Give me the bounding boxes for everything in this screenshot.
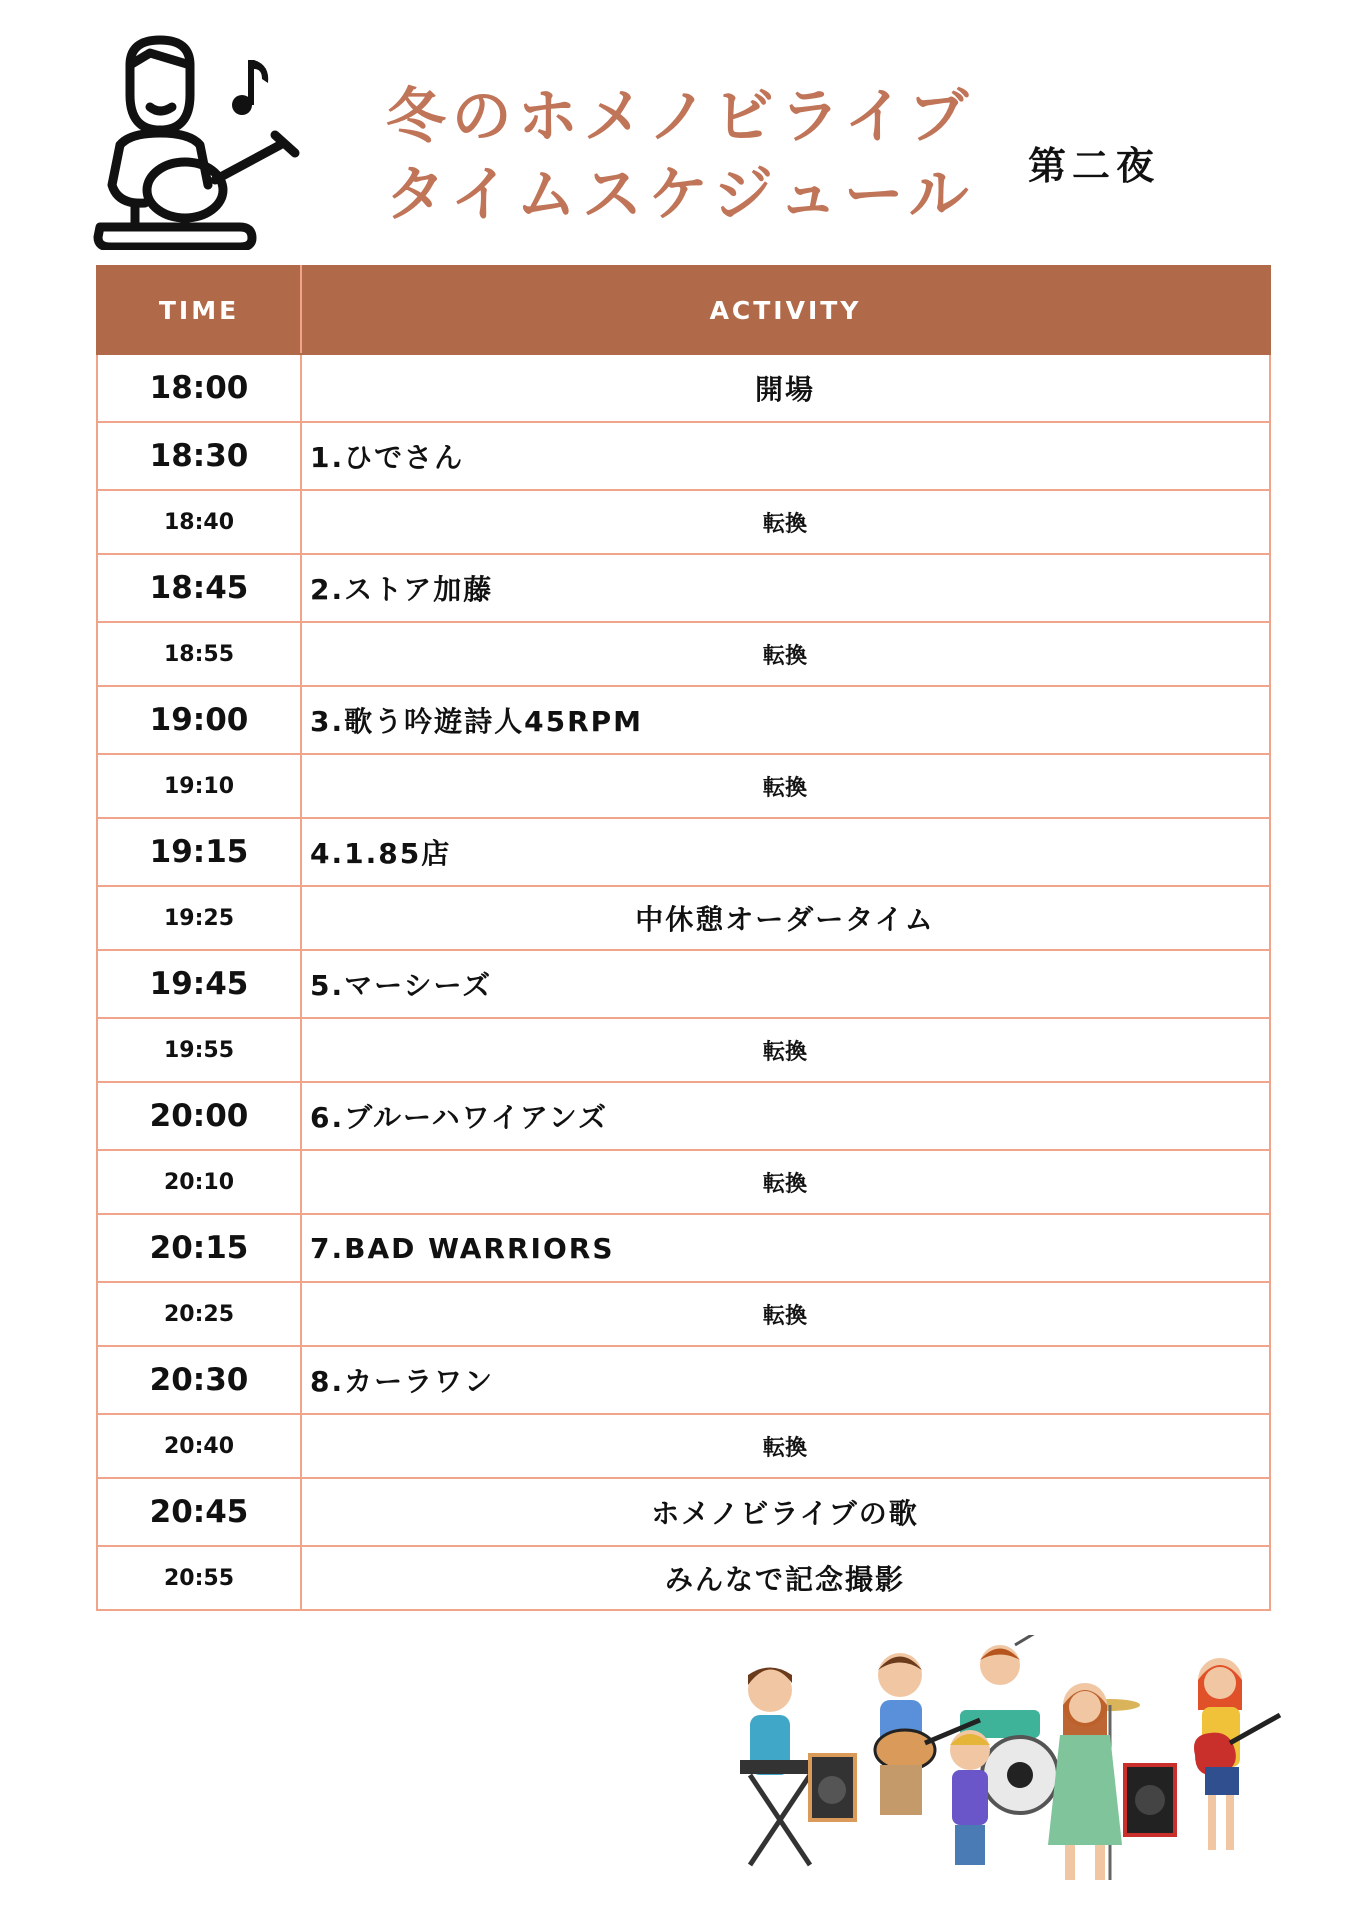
row-activity: 3.歌う吟遊詩人45RPM bbox=[301, 686, 1270, 754]
title-line-1: 冬のホメノビライブ bbox=[385, 82, 975, 152]
activity-column-header: ACTIVITY bbox=[301, 266, 1270, 354]
row-activity: 1.ひでさん bbox=[301, 422, 1270, 490]
table-row bbox=[97, 1082, 1270, 1150]
row-activity: 中休憩オーダータイム bbox=[301, 886, 1270, 950]
row-activity: 転換 bbox=[301, 754, 1270, 818]
table-row bbox=[97, 818, 1270, 886]
row-time: 20:25 bbox=[97, 1282, 301, 1346]
row-activity: 4.1.85店 bbox=[301, 818, 1270, 886]
table-row bbox=[97, 1546, 1270, 1610]
table-row bbox=[97, 1150, 1270, 1214]
keyboard-player bbox=[740, 1668, 855, 1866]
row-time: 19:00 bbox=[97, 686, 301, 754]
row-time: 18:55 bbox=[97, 622, 301, 686]
table-row bbox=[97, 1346, 1270, 1414]
row-time: 20:40 bbox=[97, 1414, 301, 1478]
table-row bbox=[97, 1214, 1270, 1282]
row-activity: 転換 bbox=[301, 1414, 1270, 1478]
time-column-header: TIME bbox=[97, 266, 301, 354]
row-activity: みんなで記念撮影 bbox=[301, 1546, 1270, 1610]
table-row bbox=[97, 554, 1270, 622]
schedule-table bbox=[96, 265, 1271, 1611]
row-time: 19:25 bbox=[97, 886, 301, 950]
row-time: 20:15 bbox=[97, 1214, 301, 1282]
table-row bbox=[97, 686, 1270, 754]
row-time: 19:15 bbox=[97, 818, 301, 886]
row-time: 19:10 bbox=[97, 754, 301, 818]
table-row bbox=[97, 422, 1270, 490]
row-time: 18:45 bbox=[97, 554, 301, 622]
row-time: 20:45 bbox=[97, 1478, 301, 1546]
row-time: 20:10 bbox=[97, 1150, 301, 1214]
row-activity: 転換 bbox=[301, 1150, 1270, 1214]
table-row bbox=[97, 950, 1270, 1018]
row-time: 20:55 bbox=[97, 1546, 301, 1610]
guitarist-icon bbox=[90, 35, 310, 250]
row-activity: ホメノビライブの歌 bbox=[301, 1478, 1270, 1546]
table-row bbox=[97, 354, 1270, 422]
page-title bbox=[380, 78, 980, 234]
row-activity: 転換 bbox=[301, 622, 1270, 686]
row-time: 18:30 bbox=[97, 422, 301, 490]
electric-guitar-player bbox=[1194, 1658, 1280, 1850]
table-row bbox=[97, 1018, 1270, 1082]
amplifier bbox=[1125, 1765, 1175, 1835]
row-activity: 2.ストア加藤 bbox=[301, 554, 1270, 622]
kids-band-illustration bbox=[730, 1635, 1285, 1905]
table-row bbox=[97, 754, 1270, 818]
row-time: 19:45 bbox=[97, 950, 301, 1018]
row-activity: 転換 bbox=[301, 1282, 1270, 1346]
night-label: 第二夜 bbox=[1028, 144, 1161, 188]
table-row bbox=[97, 1282, 1270, 1346]
row-activity: 転換 bbox=[301, 490, 1270, 554]
table-header-row bbox=[97, 266, 1270, 354]
drummer bbox=[980, 1635, 1040, 1685]
singer-boy bbox=[950, 1730, 990, 1865]
row-activity: 6.ブルーハワイアンズ bbox=[301, 1082, 1270, 1150]
row-activity: 7.BAD WARRIORS bbox=[301, 1214, 1270, 1282]
row-time: 18:40 bbox=[97, 490, 301, 554]
title-line-2: タイムスケジュール bbox=[385, 160, 975, 230]
row-activity: 開場 bbox=[301, 354, 1270, 422]
table-row bbox=[97, 622, 1270, 686]
row-time: 20:30 bbox=[97, 1346, 301, 1414]
row-activity: 転換 bbox=[301, 1018, 1270, 1082]
table-row bbox=[97, 1478, 1270, 1546]
row-time: 19:55 bbox=[97, 1018, 301, 1082]
row-activity: 8.カーラワン bbox=[301, 1346, 1270, 1414]
row-activity: 5.マーシーズ bbox=[301, 950, 1270, 1018]
table-row bbox=[97, 1414, 1270, 1478]
row-time: 18:00 bbox=[97, 354, 301, 422]
table-row bbox=[97, 490, 1270, 554]
table-row bbox=[97, 886, 1270, 950]
row-time: 20:00 bbox=[97, 1082, 301, 1150]
